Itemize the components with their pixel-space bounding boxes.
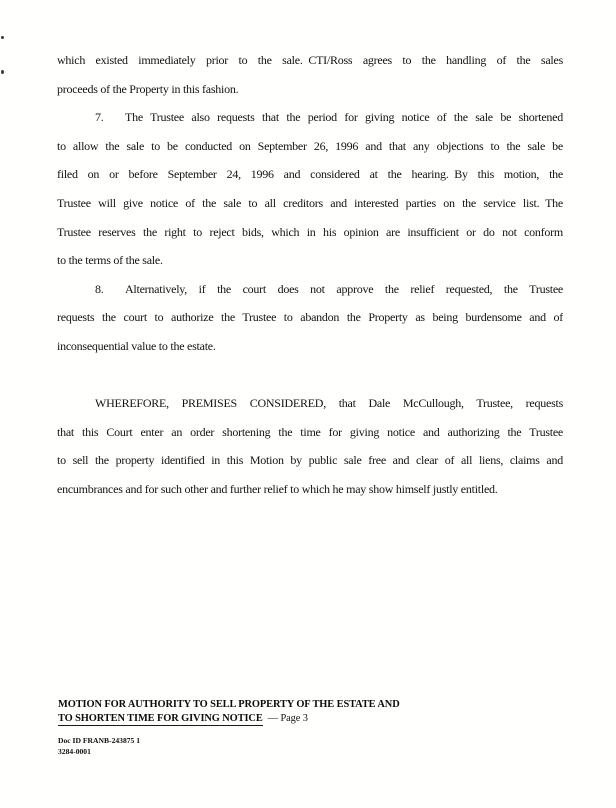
text-line: to allow the sale to be conducted on September 26, 1996 and that any objections to the sale be: [57, 138, 563, 153]
footer-title-line2-underlined: TO SHORTEN TIME FOR GIVING NOTICE: [58, 713, 263, 725]
text-line: proceeds of the Property in this fashion.: [57, 81, 239, 96]
text-line: Trustee reserves the right to reject bids, which in his opinion are insufficient or do not conform: [57, 224, 563, 239]
matter-number: 3284-0001: [58, 746, 91, 756]
footer-page-number: — Page 3: [267, 713, 308, 725]
text-line: WHEREFORE, PREMISES CONSIDERED, that Dale McCullough, Trustee, requests: [95, 396, 563, 411]
text-line: requests the court to authorize the Trustee to abandon the Property as being burdensome and of: [57, 310, 563, 325]
paragraph-number: 8.: [95, 281, 104, 296]
footer-title-line2: [58, 712, 400, 726]
footer-title-line1: MOTION FOR AUTHORITY TO SELL PROPERTY OF THE ESTATE AND: [58, 699, 400, 710]
text-line: which existed immediately prior to the sale. CTI/Ross agrees to the handling of the sales: [57, 53, 563, 67]
text-line: to sell the property identified in this Motion by public sale free and clear of all liens, claims and: [57, 453, 563, 468]
doc-id: Doc ID FRANB-243875 1: [58, 736, 141, 745]
paragraph-number: 7.: [95, 110, 104, 125]
scan-speck: [1, 36, 4, 39]
text-line: encumbrances and for such other and further relief to which he may show himself justly entitled.: [57, 481, 498, 496]
footer-title: [58, 698, 400, 726]
text-line: Trustee will give notice of the sale to all creditors and interested parties on the service list. The: [57, 195, 563, 210]
text-line: to the terms of the sale.: [57, 253, 163, 268]
document-id-block: [58, 736, 140, 757]
body-text: [57, 46, 563, 504]
text-line: 7. The Trustee also requests that the period for giving notice of the sale be shortened: [57, 103, 563, 132]
text-line: filed on or before September 24, 1996 and considered at the hearing. By this motion, the: [57, 167, 563, 182]
text-line: that this Court enter an order shortening the time for giving notice and authorizing the Trustee: [57, 424, 563, 439]
scan-speck: [1, 70, 4, 74]
text-line: inconsequential value to the estate.: [57, 338, 216, 353]
text-line: 8. Alternatively, if the court does not approve the relief requested, the Trustee: [57, 275, 563, 304]
